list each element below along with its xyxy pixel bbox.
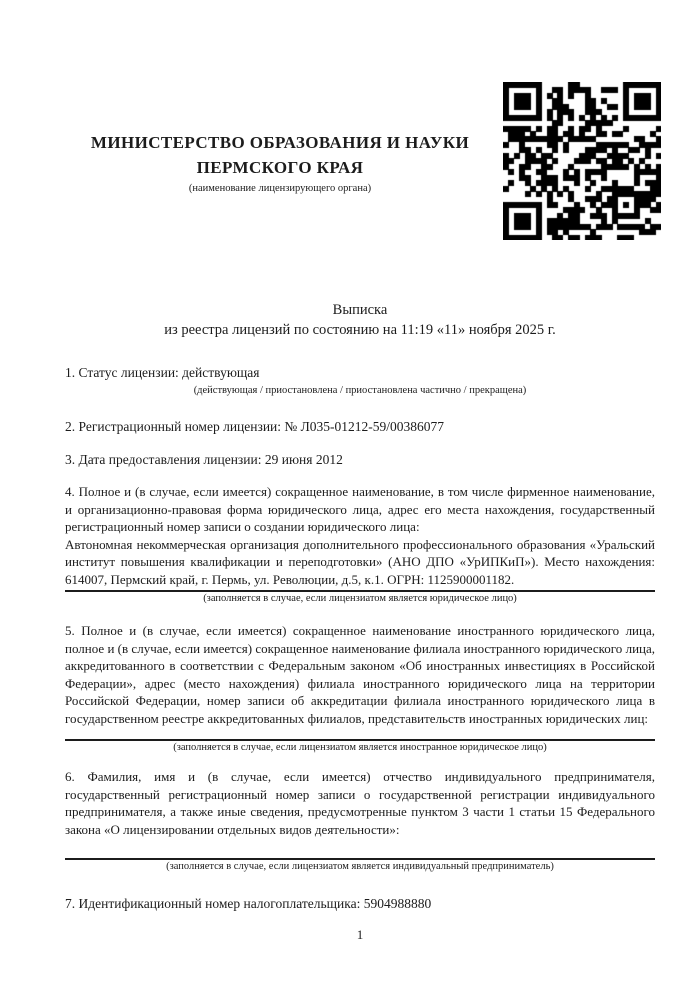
license-status-text: 1. Статус лицензии: действующая [65,365,260,380]
foreign-entity-caption: (заполняется в случае, если лицензиатом является иностранное юридическое лицо) [173,742,547,753]
qr-code-icon [503,82,661,240]
header [65,130,495,196]
registration-number-text: 2. Регистрационный номер лицензии: № Л035-01212-59/00386077 [65,419,445,434]
legal-entity-label: 4. Полное и (в случае, если имеется) сокращенное наименование, в том числе фирменное наименование, и организационно-правовая форма юридического лица, адрес его места нахождения, государственный регистрационный номер записи о создании юридического лица: [65,484,655,534]
document-title-line2: из реестра лицензий по состоянию на 11:19 «11» ноября 2025 г. [164,322,556,338]
item-legal-entity [65,483,655,606]
legal-entity-caption: (заполняется в случае, если лицензиатом является юридическое лицо) [203,593,517,604]
item-individual-entrepreneur [65,768,655,874]
ministry-name-line1: МИНИСТЕРСТВО ОБРАЗОВАНИЯ И НАУКИ [90,133,470,152]
item-grant-date [65,451,655,469]
foreign-entity-label: 5. Полное и (в случае, если имеется) сокращенное наименование иностранного юридического лица, полное и (в случае, если имеется) сокращенное наименование филиала иностранного юридического лица, аккредитованного в соответствии с Федеральным законом «Об иностранных инвестициях в Российской Федерации», адрес (место нахождения) филиала иностранного юридического лица на территории Российской Федерации, номер записи об аккредитации филиала иностранного юридического лица в государственном реестре аккредитованных филиалов, представительств иностранных юридических лиц: [65,623,655,726]
document-title [65,300,655,340]
item-license-status [65,364,655,398]
item-taxpayer-number [65,895,655,913]
license-status-options-caption: (действующая / приостановлена / приостановлена частично / прекращена) [193,385,527,396]
licensing-authority-caption: (наименование лицензирующего органа) [188,183,372,194]
ministry-name-line2: ПЕРМСКОГО КРАЯ [196,158,364,177]
item-registration-number [65,418,655,436]
item-foreign-entity [65,622,655,755]
taxpayer-number-text: 7. Идентификационный номер налогоплательщика: 5904988880 [65,896,432,911]
legal-entity-value: Автономная некоммерческая организация дополнительного профессионального образования «Уральский институт повышения квалификации и переподготовки» (АНО ДПО «УрИПКиП»). Место нахождения: 614007, Пермский край, г. Пермь, ул. Революции, д.5, к.1. ОГРН: 1125900001182. [65,536,655,587]
individual-label: 6. Фамилия, имя и (в случае, если имеется) отчество индивидуального предпринимателя, государственный регистрационный номер записи о государственной регистрации индивидуального предпринимателя, а также иные сведения, предусмотренные пунктом 3 части 1 статьи 15 Федерального закона «О лицензировании отдельных видов деятельности»: [65,769,655,837]
grant-date-text: 3. Дата предоставления лицензии: 29 июня 2012 [65,452,343,467]
document-title-line1: Выписка [332,302,388,318]
individual-caption: (заполняется в случае, если лицензиатом является индивидуальный предприниматель) [166,861,554,872]
page-number: 1 [356,927,364,942]
